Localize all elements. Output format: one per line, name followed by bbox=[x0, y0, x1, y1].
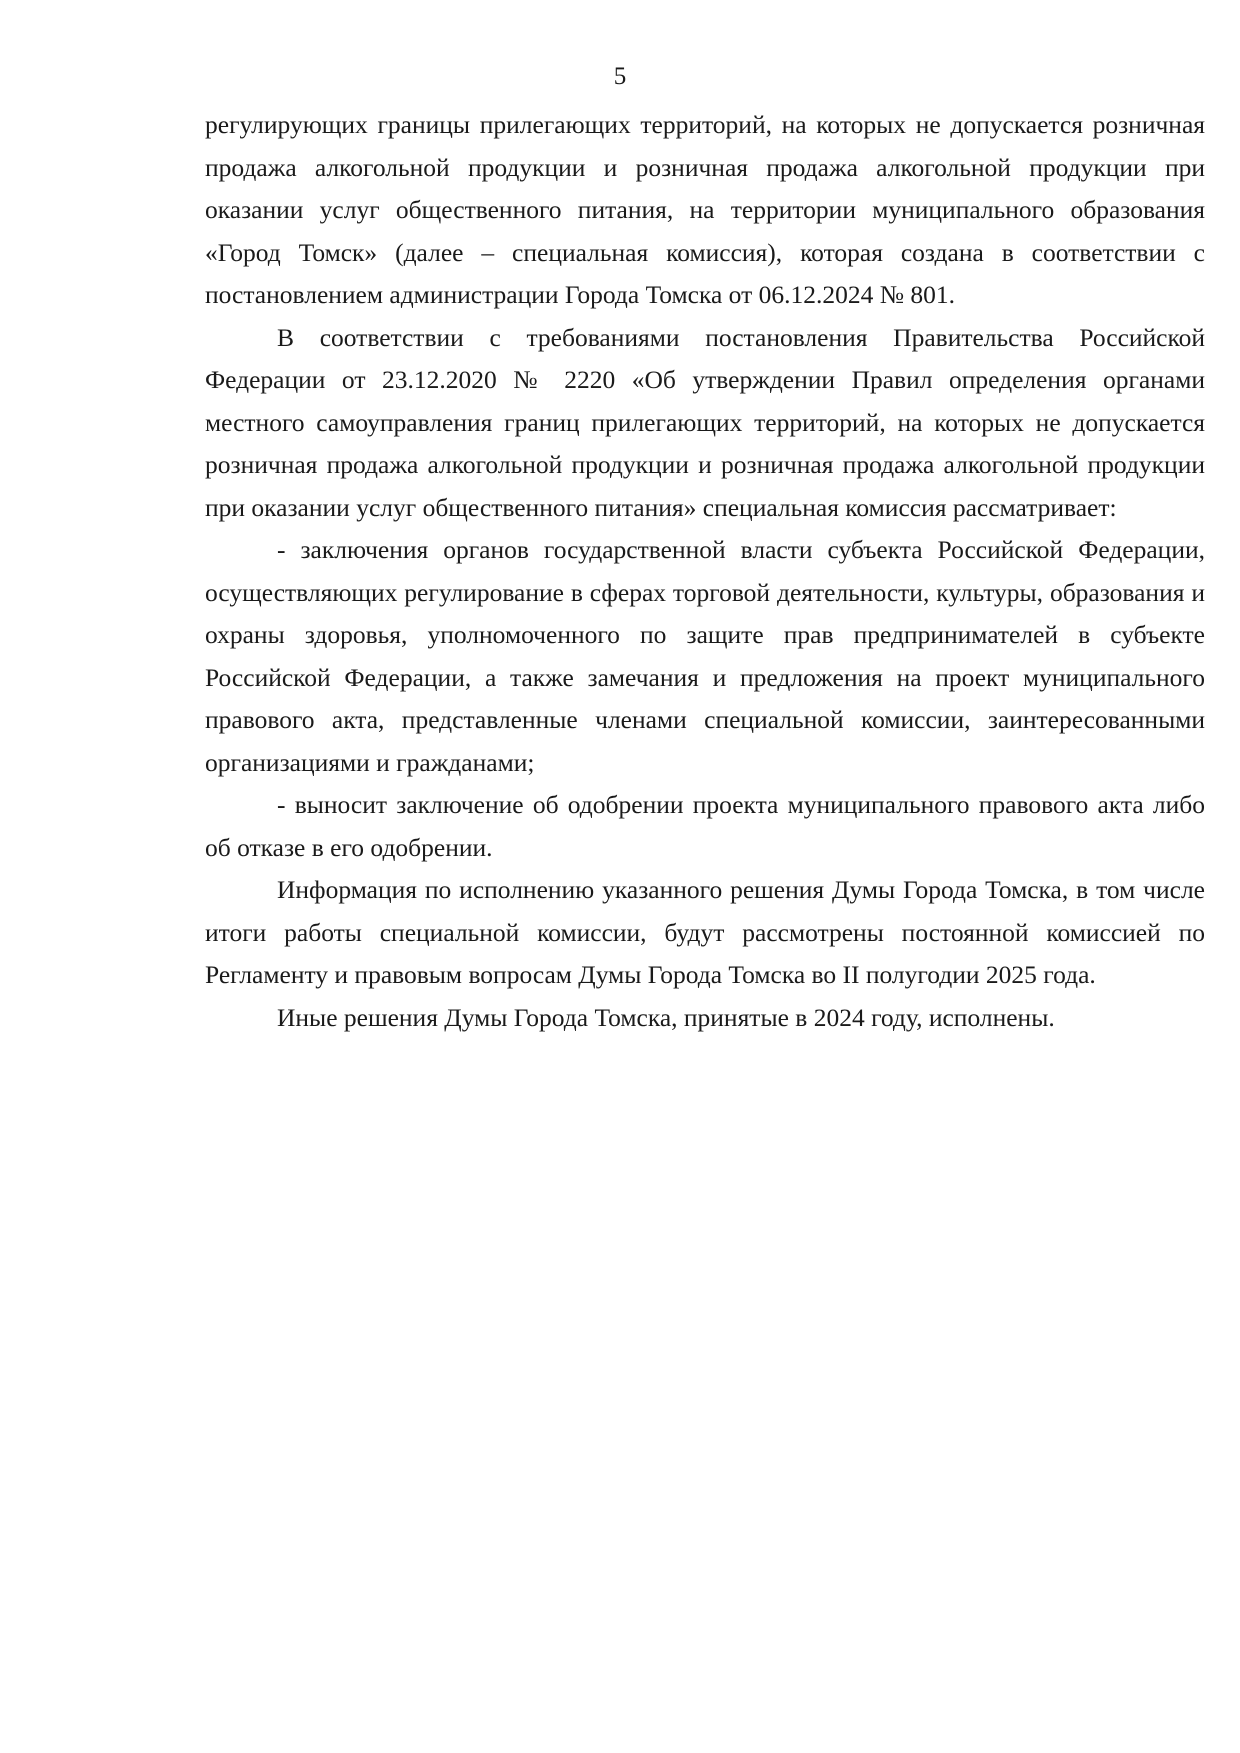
list-item-approval: - выносит заключение об одобрении проекта муниципального правового акта либо об отказе в его одобрении. bbox=[205, 790, 1205, 862]
document-body bbox=[205, 104, 1205, 1039]
paragraph-other-decisions: Иные решения Думы Города Томска, принятые в 2024 году, исполнены. bbox=[277, 1002, 1055, 1032]
paragraph-requirements: В соответствии с требованиями постановления Правительства Российской Федерации от 23.12.2020 № 2220 «Об утверждении Правил определения органами местного самоуправления границ прилегающих территорий, на которых не допускается розничная продажа алкогольной продукции и розничная продажа алкогольной продукции при оказании услуг общественного питания» специальная комиссия рассматривает: bbox=[205, 322, 1205, 522]
list-item-conclusions: - заключения органов государственной власти субъекта Российской Федерации, осуществляющих регулирование в сферах торговой деятельности, культуры, образования и охраны здоровья, уполномоченного по защите прав предпринимателей в субъекте Российской Федерации, а также замечания и предложения на проект муниципального правового акта, представленные членами специальной комиссии, заинтересованными организациями и гражданами; bbox=[205, 535, 1205, 777]
paragraph-continuation: регулирующих границы прилегающих территорий, на которых не допускается розничная продажа алкогольной продукции и розничная продажа алкогольной продукции при оказании услуг общественного питания, на территории муниципального образования «Город Томск» (далее – специальная комиссия), которая создана в соответствии с постановлением администрации Города Томска от 06.12.2024 № 801. bbox=[205, 110, 1205, 309]
paragraph-information: Информация по исполнению указанного решения Думы Города Томска, в том числе итоги работы специальной комиссии, будут рассмотрены постоянной комиссией по Регламенту и правовым вопросам Думы Города Томска во II полугодии 2025 года. bbox=[205, 875, 1205, 989]
page-number: 5 bbox=[613, 63, 627, 90]
